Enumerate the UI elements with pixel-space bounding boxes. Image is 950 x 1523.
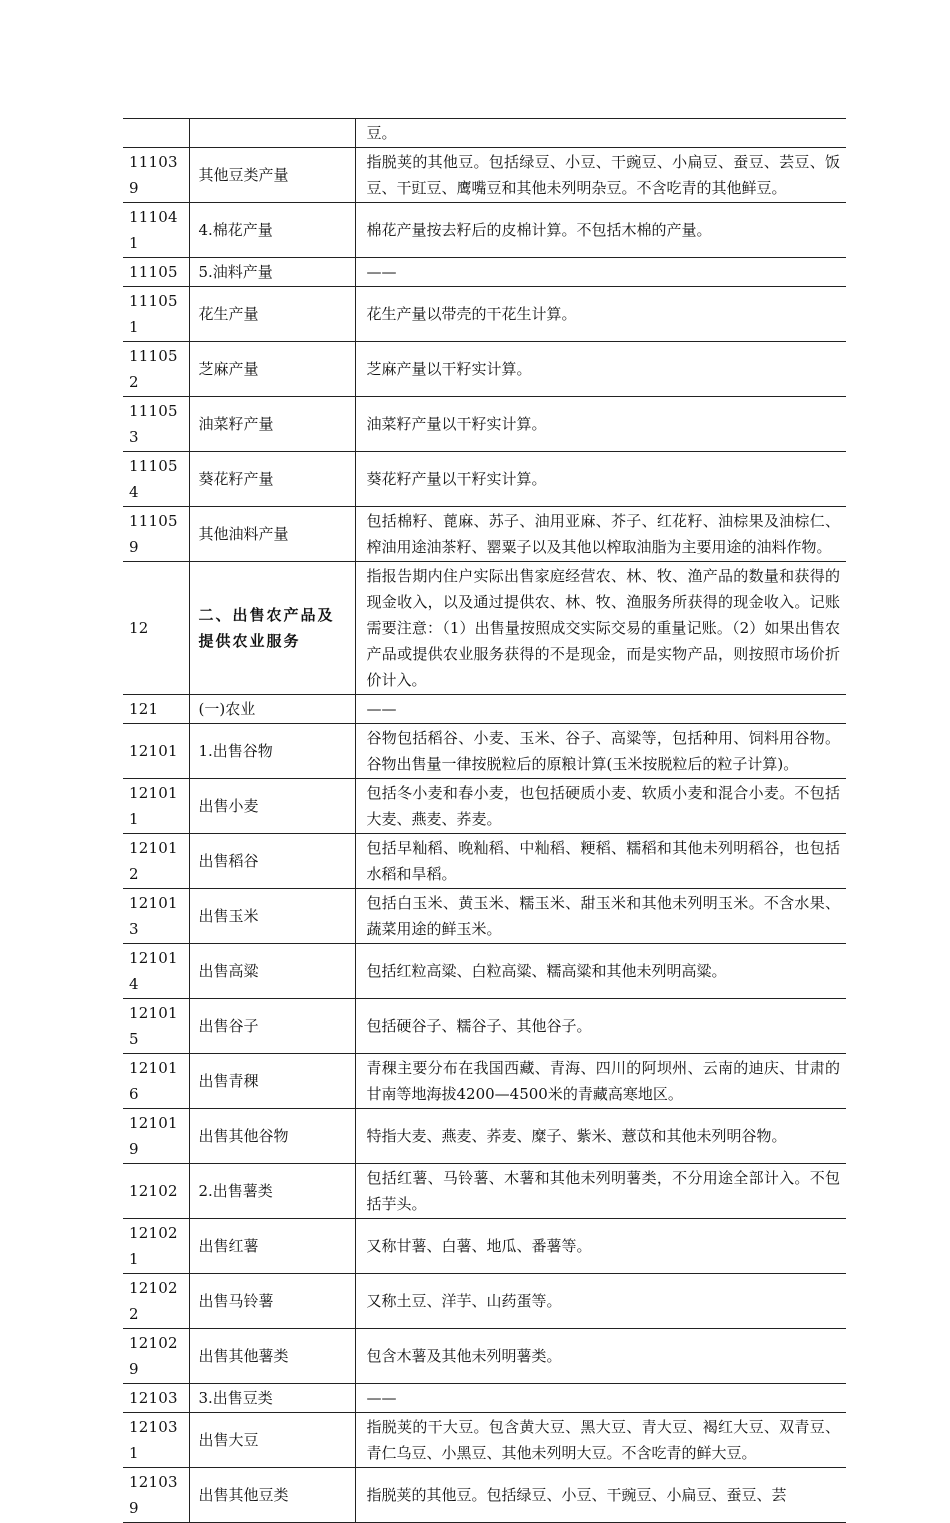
table-row <box>123 779 846 834</box>
indicator-description: 油菜籽产量以干籽实计算。 <box>355 397 846 452</box>
indicator-name: 3.出售豆类 <box>189 1384 355 1413</box>
indicator-code: 121029 <box>123 1329 189 1384</box>
indicator-code: 121031 <box>123 1413 189 1468</box>
indicator-code: 111054 <box>123 452 189 507</box>
table-row <box>123 119 846 148</box>
indicator-description: 谷物包括稻谷、小麦、玉米、谷子、高粱等，包括种用、饲料用谷物。谷物出售量一律按脱粒后的原粮计算(玉米按脱粒后的粒子计算)。 <box>355 724 846 779</box>
indicator-name: 出售红薯 <box>189 1219 355 1274</box>
indicator-description: 指报告期内住户实际出售家庭经营农、林、牧、渔产品的数量和获得的现金收入，以及通过提供农、林、牧、渔服务所获得的现金收入。记账需要注意：（1）出售量按照成交实际交易的重量记账。（2）如果出售农产品或提供农业服务获得的不是现金，而是实物产品，则按照市场价折价计入。 <box>355 562 846 695</box>
indicator-description: —— <box>355 1384 846 1413</box>
indicator-name: 出售马铃薯 <box>189 1274 355 1329</box>
table-row <box>123 889 846 944</box>
indicator-code: 12101 <box>123 724 189 779</box>
indicator-name: (一)农业 <box>189 695 355 724</box>
indicator-description: 指脱荚的其他豆。包括绿豆、小豆、干豌豆、小扁豆、蚕豆、芸豆、饭豆、干豇豆、鹰嘴豆和其他未列明杂豆。不含吃青的其他鲜豆。 <box>355 148 846 203</box>
indicator-description: 包括棉籽、蓖麻、苏子、油用亚麻、芥子、红花籽、油棕果及油棕仁、榨油用途油茶籽、罂粟子以及其他以榨取油脂为主要用途的油料作物。 <box>355 507 846 562</box>
indicator-name: 油菜籽产量 <box>189 397 355 452</box>
table-row <box>123 1109 846 1164</box>
indicator-code: 121011 <box>123 779 189 834</box>
indicator-description: 又称土豆、洋芋、山药蛋等。 <box>355 1274 846 1329</box>
indicator-code: 121013 <box>123 889 189 944</box>
indicator-code: 11105 <box>123 258 189 287</box>
indicator-description: 包括早籼稻、晚籼稻、中籼稻、粳稻、糯稻和其他未列明稻谷，也包括水稻和旱稻。 <box>355 834 846 889</box>
table-row <box>123 562 846 695</box>
table-row <box>123 695 846 724</box>
indicator-name: 出售玉米 <box>189 889 355 944</box>
table-row <box>123 999 846 1054</box>
indicator-name: 葵花籽产量 <box>189 452 355 507</box>
table-row <box>123 397 846 452</box>
indicator-name: 花生产量 <box>189 287 355 342</box>
indicator-description: 包括红粒高粱、白粒高粱、糯高粱和其他未列明高粱。 <box>355 944 846 999</box>
indicator-name: 出售青稞 <box>189 1054 355 1109</box>
indicator-code: 121039 <box>123 1468 189 1523</box>
indicator-code: 111052 <box>123 342 189 397</box>
indicator-code: 111041 <box>123 203 189 258</box>
indicator-name: 出售大豆 <box>189 1413 355 1468</box>
table-row <box>123 1329 846 1384</box>
indicator-description: 包含木薯及其他未列明薯类。 <box>355 1329 846 1384</box>
table-row <box>123 342 846 397</box>
indicator-name: 二、出售农产品及提供农业服务 <box>189 562 355 695</box>
indicator-table <box>123 118 846 1523</box>
table-row <box>123 1384 846 1413</box>
indicator-name: 出售其他薯类 <box>189 1329 355 1384</box>
table-row <box>123 258 846 287</box>
table-row <box>123 203 846 258</box>
indicator-name: 出售谷子 <box>189 999 355 1054</box>
indicator-description: 指脱荚的其他豆。包括绿豆、小豆、干豌豆、小扁豆、蚕豆、芸 <box>355 1468 846 1523</box>
indicator-description: 又称甘薯、白薯、地瓜、番薯等。 <box>355 1219 846 1274</box>
indicator-name <box>189 119 355 148</box>
table-row <box>123 507 846 562</box>
table-row <box>123 452 846 507</box>
table-row <box>123 1413 846 1468</box>
indicator-code: 111053 <box>123 397 189 452</box>
indicator-code: 121021 <box>123 1219 189 1274</box>
indicator-name: 其他豆类产量 <box>189 148 355 203</box>
table-row <box>123 944 846 999</box>
indicator-name: 2.出售薯类 <box>189 1164 355 1219</box>
table-row <box>123 1164 846 1219</box>
indicator-code: 121022 <box>123 1274 189 1329</box>
indicator-name: 芝麻产量 <box>189 342 355 397</box>
indicator-description: —— <box>355 258 846 287</box>
indicator-description: 豆。 <box>355 119 846 148</box>
indicator-name: 出售小麦 <box>189 779 355 834</box>
indicator-description: 指脱荚的干大豆。包含黄大豆、黑大豆、青大豆、褐红大豆、双青豆、青仁乌豆、小黑豆、其他未列明大豆。不含吃青的鲜大豆。 <box>355 1413 846 1468</box>
table-row <box>123 148 846 203</box>
indicator-description: 花生产量以带壳的干花生计算。 <box>355 287 846 342</box>
indicator-code: 121012 <box>123 834 189 889</box>
table-row <box>123 287 846 342</box>
indicator-description: 包括硬谷子、糯谷子、其他谷子。 <box>355 999 846 1054</box>
indicator-name: 出售高粱 <box>189 944 355 999</box>
indicator-code: 12102 <box>123 1164 189 1219</box>
indicator-code: 121 <box>123 695 189 724</box>
indicator-description: 棉花产量按去籽后的皮棉计算。不包括木棉的产量。 <box>355 203 846 258</box>
indicator-code: 111051 <box>123 287 189 342</box>
indicator-code <box>123 119 189 148</box>
indicator-code: 121014 <box>123 944 189 999</box>
indicator-description: 特指大麦、燕麦、荞麦、糜子、紫米、薏苡和其他未列明谷物。 <box>355 1109 846 1164</box>
indicator-code: 12 <box>123 562 189 695</box>
table-row <box>123 1468 846 1523</box>
indicator-description: 包括红薯、马铃薯、木薯和其他未列明薯类，不分用途全部计入。不包括芋头。 <box>355 1164 846 1219</box>
table-row <box>123 724 846 779</box>
indicator-code: 121019 <box>123 1109 189 1164</box>
indicator-name: 出售稻谷 <box>189 834 355 889</box>
indicator-code: 121016 <box>123 1054 189 1109</box>
indicator-name: 5.油料产量 <box>189 258 355 287</box>
indicator-name: 4.棉花产量 <box>189 203 355 258</box>
indicator-description: 包括冬小麦和春小麦，也包括硬质小麦、软质小麦和混合小麦。不包括大麦、燕麦、荞麦。 <box>355 779 846 834</box>
table-row <box>123 1054 846 1109</box>
indicator-code: 111039 <box>123 148 189 203</box>
indicator-description: 青稞主要分布在我国西藏、青海、四川的阿坝州、云南的迪庆、甘肃的甘南等地海拔4200—4500米的青藏高寒地区。 <box>355 1054 846 1109</box>
indicator-name: 1.出售谷物 <box>189 724 355 779</box>
indicator-code: 121015 <box>123 999 189 1054</box>
table-row <box>123 1274 846 1329</box>
indicator-name: 出售其他谷物 <box>189 1109 355 1164</box>
table-body <box>123 119 846 1523</box>
table-row <box>123 834 846 889</box>
indicator-description: 芝麻产量以干籽实计算。 <box>355 342 846 397</box>
indicator-code: 111059 <box>123 507 189 562</box>
indicator-name: 其他油料产量 <box>189 507 355 562</box>
table-row <box>123 1219 846 1274</box>
indicator-name: 出售其他豆类 <box>189 1468 355 1523</box>
indicator-code: 12103 <box>123 1384 189 1413</box>
indicator-description: 葵花籽产量以干籽实计算。 <box>355 452 846 507</box>
indicator-description: 包括白玉米、黄玉米、糯玉米、甜玉米和其他未列明玉米。不含水果、蔬菜用途的鲜玉米。 <box>355 889 846 944</box>
indicator-description: —— <box>355 695 846 724</box>
